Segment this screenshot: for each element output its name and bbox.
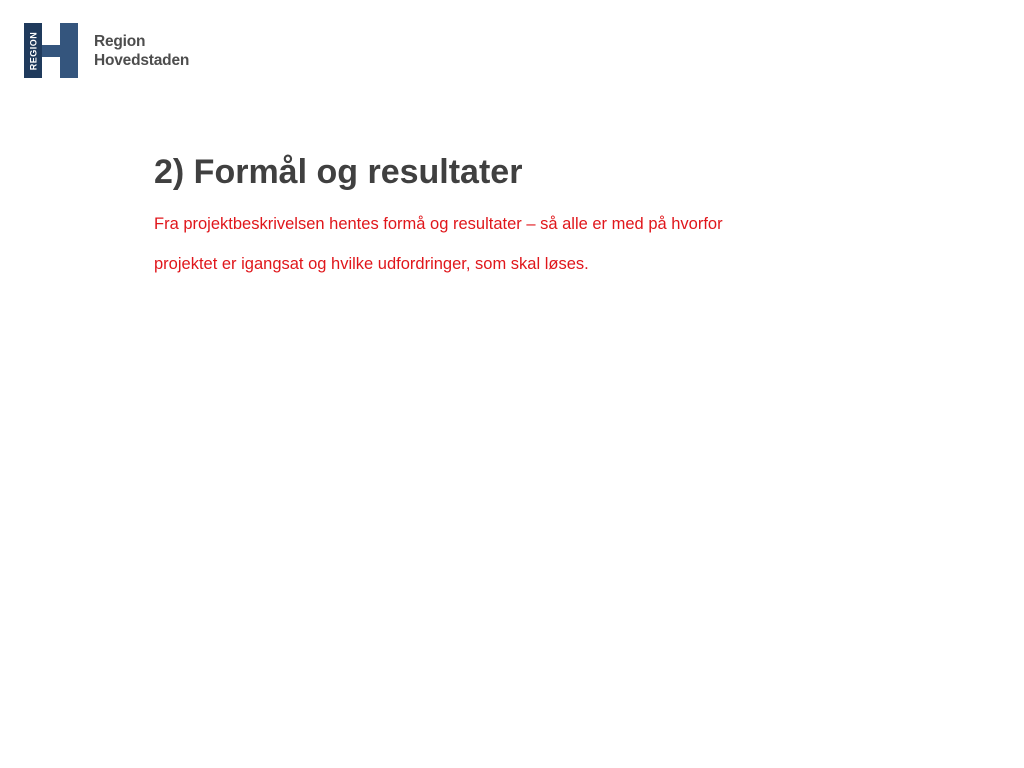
logo-line-1: Region	[94, 32, 146, 50]
logo-h-right-bar	[60, 23, 78, 78]
logo-vertical-word	[24, 23, 42, 78]
region-hovedstaden-logo	[24, 23, 189, 78]
slide-title: 2) Formål og resultater	[154, 153, 523, 191]
slide-body-text	[154, 204, 874, 284]
logo-wordmark	[94, 32, 189, 70]
logo-h-mark	[24, 23, 78, 78]
logo-line-2: Hovedstaden	[94, 51, 190, 69]
logo-vertical-word-text: REGION	[28, 31, 39, 70]
slide-body-line-1: Fra projektbeskrivelsen hentes formå og resultater – så alle er med på hvorfor	[154, 215, 723, 233]
logo-h-crossbar	[42, 45, 60, 57]
slide-body-line-2: projektet er igangsat og hvilke udfordringer, som skal løses.	[154, 255, 589, 273]
